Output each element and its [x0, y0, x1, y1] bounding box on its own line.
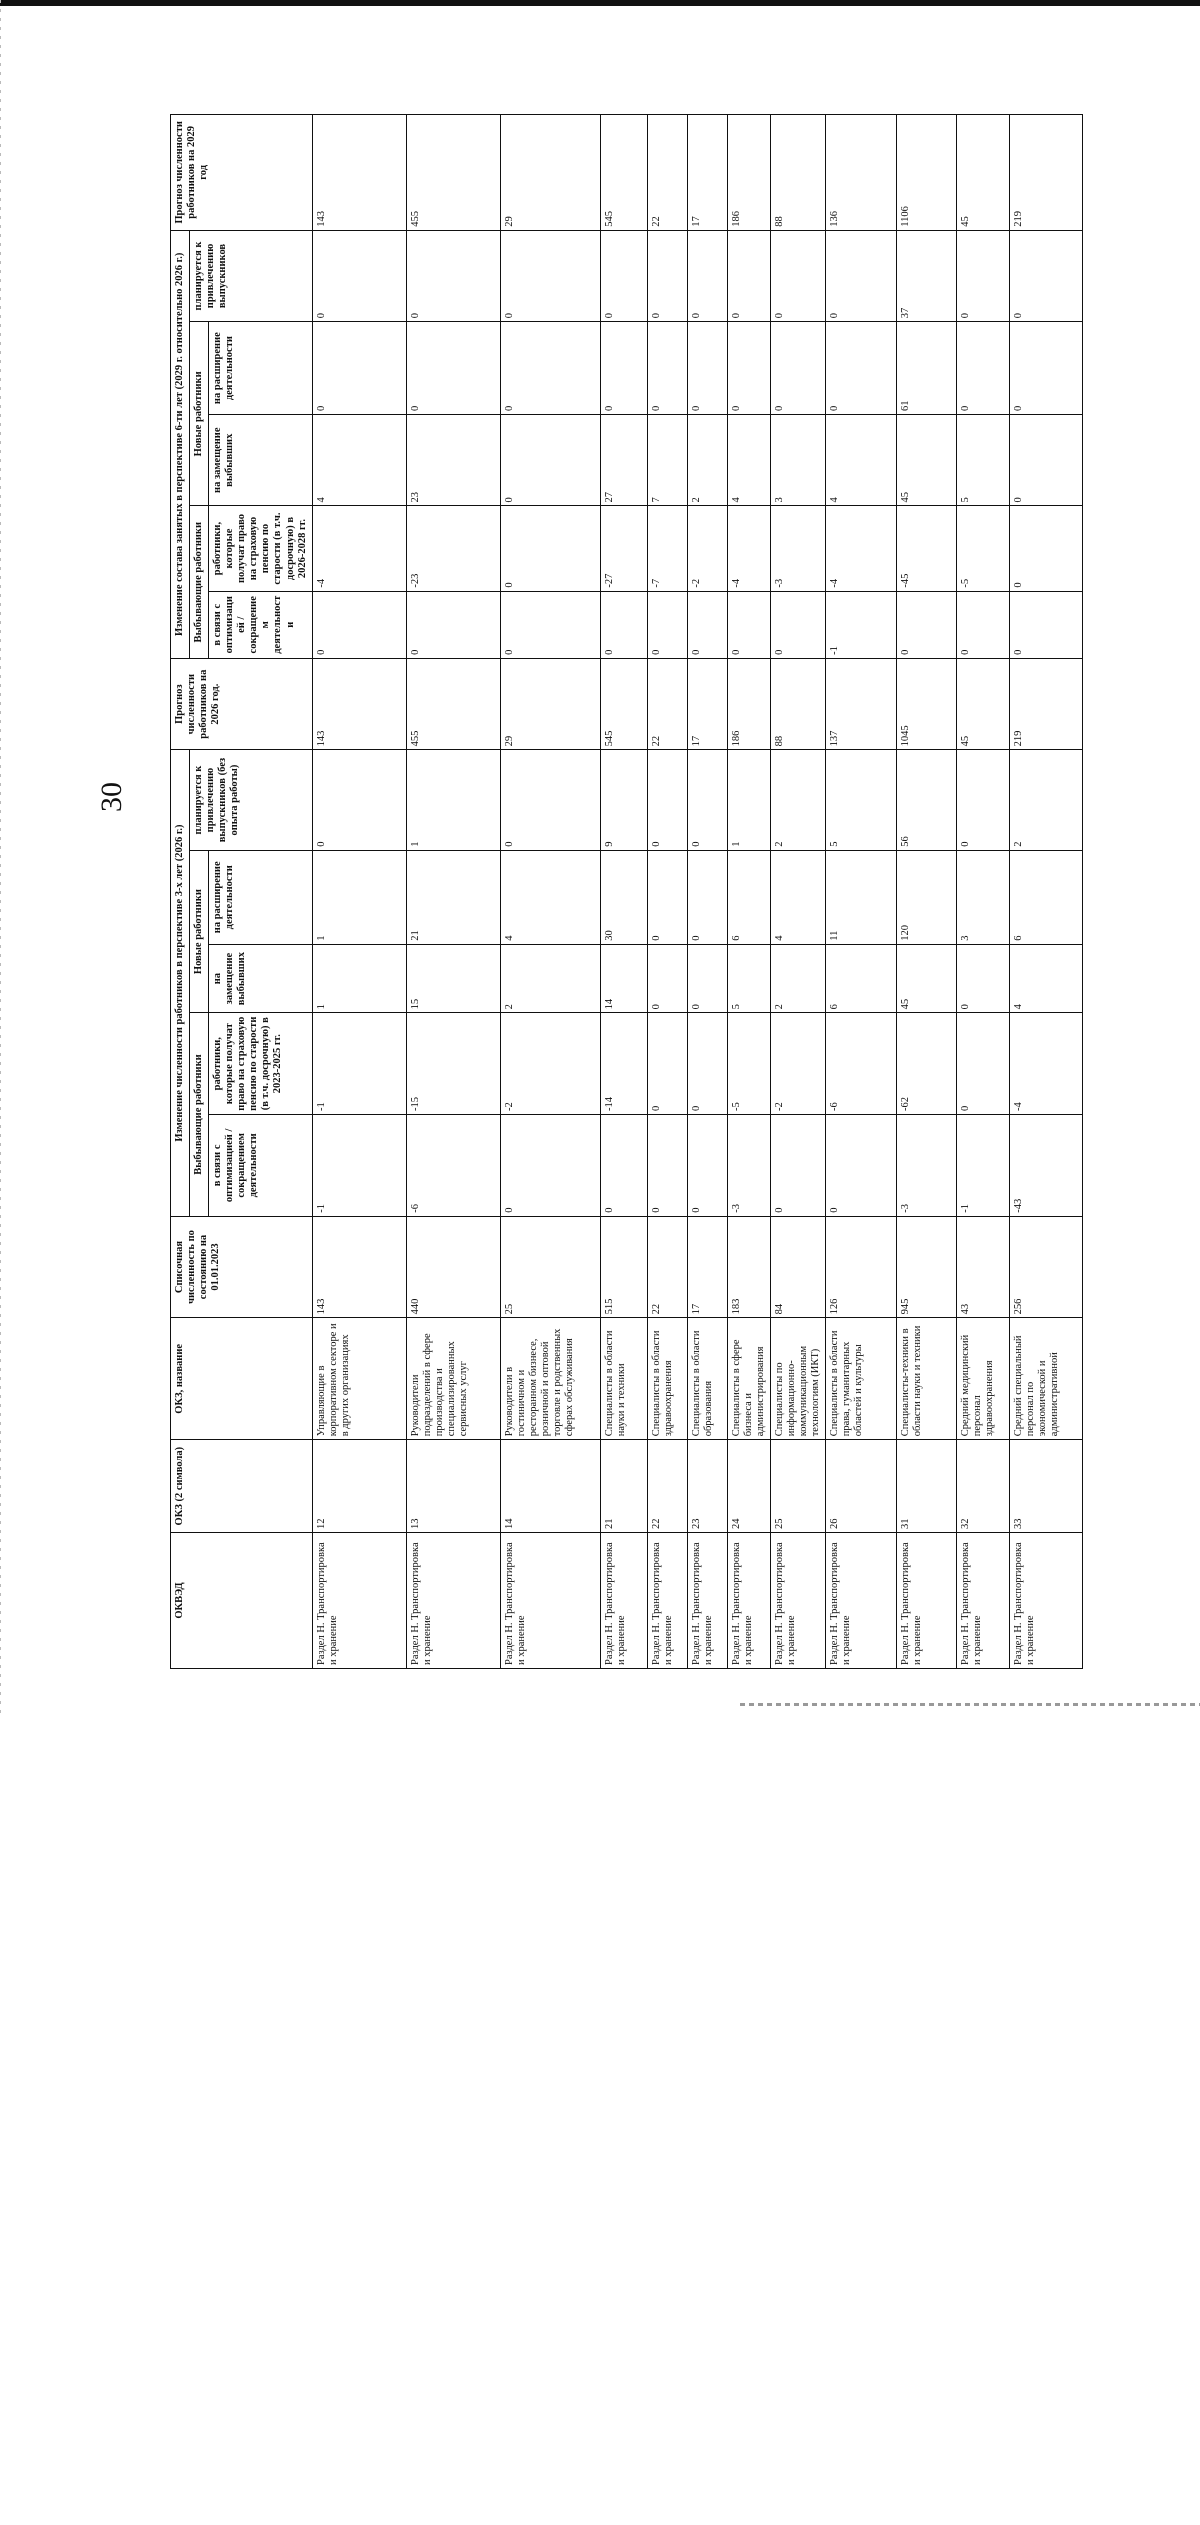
header-new-replace-6y: на замещение выбывших: [209, 415, 313, 506]
cell-new-replace-6y: 0: [500, 415, 600, 506]
cell-forecast-2026: 137: [826, 658, 897, 749]
cell-leave-optim-6y: 0: [687, 591, 727, 658]
cell-new-replace-3y: 2: [500, 944, 600, 1013]
cell-okz-name: Руководители подразделений в сфере производства и специализированных сервисных услуг: [406, 1318, 500, 1440]
table-row: [727, 115, 770, 1669]
cell-count-2023: 945: [897, 1216, 957, 1318]
cell-count-2023: 143: [312, 1216, 406, 1318]
cell-new-expand-6y: 61: [897, 322, 957, 415]
cell-grads-3y: 0: [500, 750, 600, 850]
cell-leave-optim-3y: 0: [500, 1115, 600, 1217]
cell-leave-pension-3y: -2: [770, 1013, 825, 1115]
cell-okz-name: Средний специальный персонал по экономической и административной: [1010, 1318, 1083, 1440]
cell-count-2023: 22: [647, 1216, 687, 1318]
cell-leave-pension-6y: -23: [406, 506, 500, 591]
cell-leave-optim-6y: 0: [312, 591, 406, 658]
cell-forecast-2029: 136: [826, 115, 897, 231]
cell-new-replace-3y: 15: [406, 944, 500, 1013]
cell-okz-code: 24: [727, 1440, 770, 1533]
cell-count-2023: 126: [826, 1216, 897, 1318]
cell-leave-pension-6y: 0: [1010, 506, 1083, 591]
cell-new-expand-6y: 0: [770, 322, 825, 415]
header-okz-code: ОКЗ (2 символа): [171, 1440, 313, 1533]
cell-new-replace-6y: 3: [770, 415, 825, 506]
cell-okved: Раздел H. Транспортировка и хранение: [600, 1533, 647, 1669]
cell-okved: Раздел H. Транспортировка и хранение: [957, 1533, 1010, 1669]
cell-okz-code: 32: [957, 1440, 1010, 1533]
cell-leave-pension-6y: -4: [727, 506, 770, 591]
table-row: [826, 115, 897, 1669]
cell-okz-name: Специалисты в сфере бизнеса и администрирования: [727, 1318, 770, 1440]
cell-new-expand-3y: 21: [406, 850, 500, 944]
cell-okved: Раздел H. Транспортировка и хранение: [406, 1533, 500, 1669]
cell-leave-pension-6y: -7: [647, 506, 687, 591]
cell-leave-optim-3y: -1: [957, 1115, 1010, 1217]
cell-new-replace-6y: 7: [647, 415, 687, 506]
cell-leave-pension-6y: 0: [500, 506, 600, 591]
cell-new-replace-6y: 4: [312, 415, 406, 506]
cell-grads-3y: 0: [957, 750, 1010, 850]
cell-forecast-2026: 219: [1010, 658, 1083, 749]
cell-okz-code: 23: [687, 1440, 727, 1533]
cell-forecast-2029: 22: [647, 115, 687, 231]
cell-forecast-2026: 186: [727, 658, 770, 749]
cell-new-replace-6y: 2: [687, 415, 727, 506]
cell-okz-name: Средний медицинский персонал здравоохранения: [957, 1318, 1010, 1440]
header-new-expand-6y: на расширение деятельности: [209, 322, 313, 415]
cell-grads-6y: 0: [1010, 230, 1083, 322]
header-okz-name: ОКЗ, название: [171, 1318, 313, 1440]
cell-okz-code: 26: [826, 1440, 897, 1533]
table-row: [500, 115, 600, 1669]
cell-forecast-2029: 186: [727, 115, 770, 231]
cell-okz-code: 22: [647, 1440, 687, 1533]
cell-new-expand-3y: 30: [600, 850, 647, 944]
cell-okz-name: Специалисты по информационно-коммуникационным технологиям (ИКТ): [770, 1318, 825, 1440]
cell-leave-pension-3y: -62: [897, 1013, 957, 1115]
cell-okz-code: 21: [600, 1440, 647, 1533]
table-body: [312, 115, 1082, 1669]
cell-leave-optim-6y: 0: [770, 591, 825, 658]
cell-leave-pension-3y: -4: [1010, 1013, 1083, 1115]
cell-forecast-2026: 455: [406, 658, 500, 749]
cell-new-expand-6y: 0: [500, 322, 600, 415]
cell-grads-3y: 1: [406, 750, 500, 850]
cell-leave-pension-3y: -6: [826, 1013, 897, 1115]
table-row: [770, 115, 825, 1669]
cell-forecast-2026: 1045: [897, 658, 957, 749]
cell-leave-optim-3y: -3: [727, 1115, 770, 1217]
cell-count-2023: 440: [406, 1216, 500, 1318]
cell-grads-6y: 0: [687, 230, 727, 322]
cell-okved: Раздел H. Транспортировка и хранение: [1010, 1533, 1083, 1669]
cell-forecast-2026: 29: [500, 658, 600, 749]
staffing-table: [170, 114, 1083, 1669]
cell-new-replace-6y: 5: [957, 415, 1010, 506]
cell-new-replace-3y: 0: [687, 944, 727, 1013]
cell-new-expand-6y: 0: [957, 322, 1010, 415]
cell-new-expand-3y: 6: [727, 850, 770, 944]
table-row: [1010, 115, 1083, 1669]
cell-leave-optim-6y: -1: [826, 591, 897, 658]
cell-okved: Раздел H. Транспортировка и хранение: [500, 1533, 600, 1669]
header-new-3y: Новые работники: [190, 850, 209, 1013]
cell-okved: Раздел H. Транспортировка и хранение: [897, 1533, 957, 1669]
cell-new-replace-6y: 23: [406, 415, 500, 506]
cell-leave-optim-6y: 0: [897, 591, 957, 658]
header-count-2023: Списочная численность по состоянию на 01.01.2023: [171, 1216, 313, 1318]
cell-okz-code: 13: [406, 1440, 500, 1533]
cell-grads-6y: 0: [312, 230, 406, 322]
cell-grads-3y: 1: [727, 750, 770, 850]
cell-okz-name: Специалисты в области образования: [687, 1318, 727, 1440]
cell-grads-6y: 0: [600, 230, 647, 322]
cell-grads-3y: 2: [1010, 750, 1083, 850]
cell-leave-optim-3y: 0: [687, 1115, 727, 1217]
cell-grads-3y: 56: [897, 750, 957, 850]
cell-count-2023: 515: [600, 1216, 647, 1318]
cell-leave-optim-3y: 0: [770, 1115, 825, 1217]
cell-leave-pension-3y: -14: [600, 1013, 647, 1115]
cell-okved: Раздел H. Транспортировка и хранение: [647, 1533, 687, 1669]
cell-leave-pension-6y: -27: [600, 506, 647, 591]
cell-new-expand-6y: 0: [312, 322, 406, 415]
cell-grads-6y: 0: [727, 230, 770, 322]
cell-new-replace-6y: 4: [826, 415, 897, 506]
cell-new-expand-3y: 4: [500, 850, 600, 944]
cell-okz-code: 12: [312, 1440, 406, 1533]
cell-leave-optim-6y: 0: [1010, 591, 1083, 658]
cell-new-expand-6y: 0: [727, 322, 770, 415]
page-number: 30: [95, 782, 128, 812]
cell-new-replace-6y: 4: [727, 415, 770, 506]
cell-new-expand-3y: 4: [770, 850, 825, 944]
header-group-3y: Изменение численности работников в перспективе 3-х лет (2026 г.): [171, 750, 190, 1216]
header-leave-pension-6y: работники, которые получат право на страховую пенсию по старости (в т.ч. досрочную) в 2026-2028 гг.: [209, 506, 313, 591]
cell-okz-code: 25: [770, 1440, 825, 1533]
cell-new-replace-3y: 5: [727, 944, 770, 1013]
cell-grads-6y: 0: [826, 230, 897, 322]
cell-new-replace-3y: 1: [312, 944, 406, 1013]
header-leave-pension-3y: работники, которые получат право на страховую пенсию по старости (в т.ч. досрочную) в 2023-2025 гг.: [209, 1013, 313, 1115]
cell-leave-pension-6y: -45: [897, 506, 957, 591]
table-row: [687, 115, 727, 1669]
cell-leave-optim-3y: 0: [826, 1115, 897, 1217]
cell-okz-name: Специалисты в области здравоохранения: [647, 1318, 687, 1440]
header-forecast-2026: Прогноз численности работников на 2026 год.: [171, 658, 313, 749]
cell-leave-optim-3y: -1: [312, 1115, 406, 1217]
cell-new-expand-6y: 0: [600, 322, 647, 415]
cell-new-replace-6y: 27: [600, 415, 647, 506]
cell-new-expand-3y: 0: [647, 850, 687, 944]
cell-new-replace-3y: 0: [647, 944, 687, 1013]
cell-new-expand-3y: 3: [957, 850, 1010, 944]
cell-new-replace-3y: 2: [770, 944, 825, 1013]
cell-new-expand-3y: 120: [897, 850, 957, 944]
cell-grads-3y: 5: [826, 750, 897, 850]
cell-new-expand-6y: 0: [1010, 322, 1083, 415]
cell-okz-name: Руководители в гостиничном и ресторанном бизнесе, розничной и оптовой торговле и родственных сферах обслуживания: [500, 1318, 600, 1440]
header-okved: ОКВЭД: [171, 1533, 313, 1669]
header-grads-3y: планируется к привлечению выпускников (без опыта работы): [190, 750, 313, 850]
cell-forecast-2029: 143: [312, 115, 406, 231]
cell-new-replace-6y: 0: [1010, 415, 1083, 506]
cell-leave-optim-6y: 0: [647, 591, 687, 658]
cell-new-expand-6y: 0: [406, 322, 500, 415]
cell-count-2023: 183: [727, 1216, 770, 1318]
cell-forecast-2026: 45: [957, 658, 1010, 749]
cell-leave-pension-3y: 0: [647, 1013, 687, 1115]
cell-grads-3y: 0: [647, 750, 687, 850]
cell-okz-name: Специалисты в области науки и техники: [600, 1318, 647, 1440]
cell-leave-optim-6y: 0: [406, 591, 500, 658]
table-row: [600, 115, 647, 1669]
cell-leave-optim-6y: 0: [727, 591, 770, 658]
cell-leave-pension-6y: -5: [957, 506, 1010, 591]
cell-leave-pension-6y: -4: [312, 506, 406, 591]
header-leaving-3y: Выбывающие работники: [190, 1013, 209, 1216]
cell-forecast-2026: 22: [647, 658, 687, 749]
cell-okved: Раздел H. Транспортировка и хранение: [770, 1533, 825, 1669]
cell-leave-optim-3y: 0: [600, 1115, 647, 1217]
cell-forecast-2026: 17: [687, 658, 727, 749]
cell-leave-pension-3y: -1: [312, 1013, 406, 1115]
header-new-replace-3y: на замещение выбывших: [209, 944, 313, 1013]
header-group-6y: Изменение состава занятых в перспективе 6-ти лет (2029 г. относительно 2026 г.): [171, 230, 190, 658]
cell-grads-3y: 9: [600, 750, 647, 850]
cell-okz-code: 33: [1010, 1440, 1083, 1533]
cell-grads-3y: 0: [312, 750, 406, 850]
cell-new-replace-6y: 45: [897, 415, 957, 506]
cell-count-2023: 84: [770, 1216, 825, 1318]
cell-leave-optim-6y: 0: [957, 591, 1010, 658]
cell-forecast-2029: 17: [687, 115, 727, 231]
cell-grads-3y: 0: [687, 750, 727, 850]
cell-new-replace-3y: 14: [600, 944, 647, 1013]
header-new-6y: Новые работники: [190, 322, 209, 506]
cell-forecast-2029: 219: [1010, 115, 1083, 231]
cell-grads-6y: 37: [897, 230, 957, 322]
table-row: [406, 115, 500, 1669]
cell-okz-name: Управляющие в корпоративном секторе и в других организациях: [312, 1318, 406, 1440]
cell-okved: Раздел H. Транспортировка и хранение: [312, 1533, 406, 1669]
cell-grads-3y: 2: [770, 750, 825, 850]
cell-forecast-2029: 29: [500, 115, 600, 231]
cell-new-expand-3y: 6: [1010, 850, 1083, 944]
cell-count-2023: 43: [957, 1216, 1010, 1318]
cell-new-expand-6y: 0: [826, 322, 897, 415]
cell-okz-code: 31: [897, 1440, 957, 1533]
cell-leave-optim-3y: -3: [897, 1115, 957, 1217]
cell-new-expand-6y: 0: [687, 322, 727, 415]
cell-new-replace-3y: 45: [897, 944, 957, 1013]
cell-leave-pension-3y: -15: [406, 1013, 500, 1115]
cell-grads-6y: 0: [647, 230, 687, 322]
cell-new-replace-3y: 6: [826, 944, 897, 1013]
cell-grads-6y: 0: [500, 230, 600, 322]
cell-new-expand-3y: 11: [826, 850, 897, 944]
header-leave-optim-6y: в связи с оптимизацией / сокращением деятельности: [209, 591, 313, 658]
header-leave-optim-3y: в связи с оптимизацией / сокращением деятельности: [209, 1115, 313, 1217]
cell-leave-pension-6y: -2: [687, 506, 727, 591]
cell-leave-optim-6y: 0: [500, 591, 600, 658]
table-row: [647, 115, 687, 1669]
header-grads-6y: планируется к привлечению выпускников: [190, 230, 313, 322]
cell-leave-optim-3y: -6: [406, 1115, 500, 1217]
cell-count-2023: 256: [1010, 1216, 1083, 1318]
cell-grads-6y: 0: [770, 230, 825, 322]
cell-okz-name: Специалисты-техники в области науки и техники: [897, 1318, 957, 1440]
cell-count-2023: 25: [500, 1216, 600, 1318]
cell-okz-name: Специалисты в области права, гуманитарных областей и культуры: [826, 1318, 897, 1440]
cell-forecast-2029: 455: [406, 115, 500, 231]
cell-forecast-2029: 1106: [897, 115, 957, 231]
cell-forecast-2026: 143: [312, 658, 406, 749]
cell-new-expand-3y: 1: [312, 850, 406, 944]
cell-forecast-2029: 45: [957, 115, 1010, 231]
cell-okved: Раздел H. Транспортировка и хранение: [826, 1533, 897, 1669]
cell-leave-pension-3y: 0: [687, 1013, 727, 1115]
cell-leave-pension-3y: -5: [727, 1013, 770, 1115]
cell-forecast-2026: 88: [770, 658, 825, 749]
cell-new-replace-3y: 0: [957, 944, 1010, 1013]
table-row: [312, 115, 406, 1669]
cell-leave-pension-6y: -4: [826, 506, 897, 591]
cell-grads-6y: 0: [957, 230, 1010, 322]
cell-leave-optim-3y: -43: [1010, 1115, 1083, 1217]
cell-leave-optim-6y: 0: [600, 591, 647, 658]
cell-forecast-2029: 88: [770, 115, 825, 231]
header-forecast-2029: Прогноз численности работников на 2029 год: [171, 115, 313, 231]
cell-new-expand-6y: 0: [647, 322, 687, 415]
cell-leave-pension-6y: -3: [770, 506, 825, 591]
header-leaving-6y: Выбывающие работники: [190, 506, 209, 658]
cell-leave-pension-3y: 0: [957, 1013, 1010, 1115]
table-row: [897, 115, 957, 1669]
cell-okved: Раздел H. Транспортировка и хранение: [687, 1533, 727, 1669]
header-new-expand-3y: на расширение деятельности: [209, 850, 313, 944]
cell-grads-6y: 0: [406, 230, 500, 322]
cell-leave-optim-3y: 0: [647, 1115, 687, 1217]
cell-new-replace-3y: 4: [1010, 944, 1083, 1013]
cell-count-2023: 17: [687, 1216, 727, 1318]
cell-new-expand-3y: 0: [687, 850, 727, 944]
cell-okz-code: 14: [500, 1440, 600, 1533]
cell-leave-pension-3y: -2: [500, 1013, 600, 1115]
cell-okved: Раздел H. Транспортировка и хранение: [727, 1533, 770, 1669]
cell-forecast-2029: 545: [600, 115, 647, 231]
table-row: [957, 115, 1010, 1669]
cell-forecast-2026: 545: [600, 658, 647, 749]
